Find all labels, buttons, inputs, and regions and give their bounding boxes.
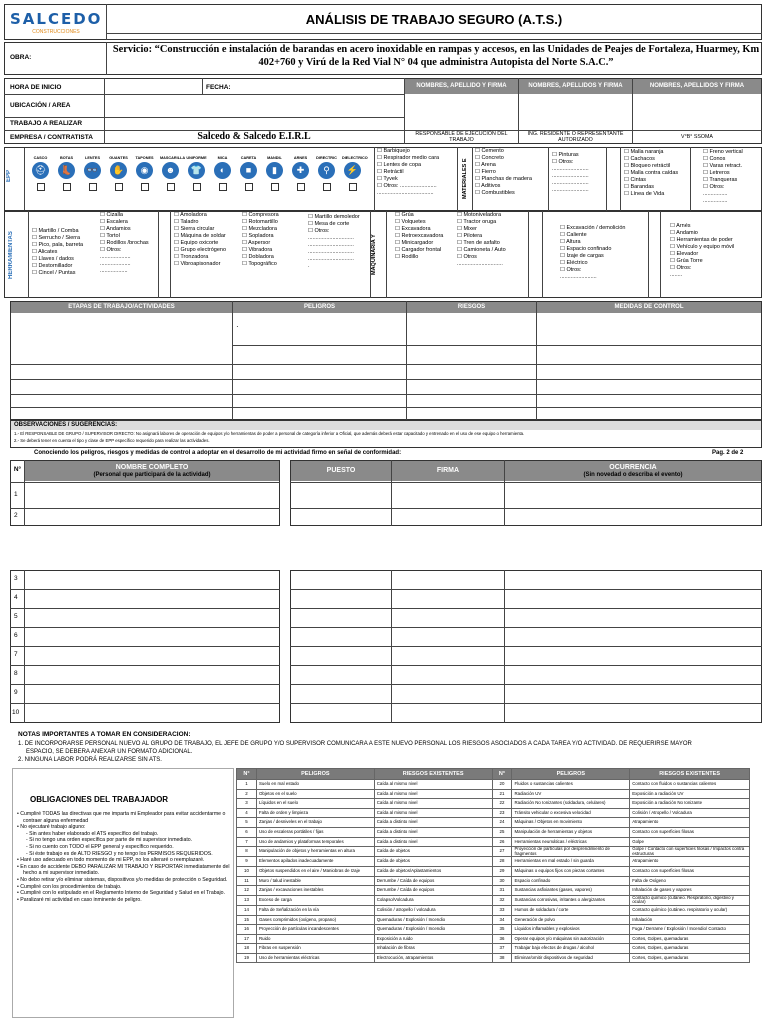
observacion-1: 1.- El RESPONSABLE DE GRUPO / SUPERVISOR DIRECTO: No asignará labores de operación de equipos y/o herramientas de poder a personal de categoría inferior a Oficial, que además deberá estar capacitado y entrenado en el uso de ese equipo o herramienta.: [14, 431, 525, 436]
peligro-num: 37: [492, 944, 512, 954]
riesgo-text: Atrapamiento: [630, 857, 750, 867]
peligro-row: [237, 799, 750, 809]
peligro-text: Objetos en el suelo: [256, 789, 374, 799]
firma-ssoma-field[interactable]: [633, 95, 761, 130]
peligro-text: Radiación UV: [512, 789, 630, 799]
peligro-num: 6: [237, 827, 257, 837]
epp-lentes: LENTES 👓: [82, 156, 103, 191]
ocurrencia-header: OCURRENCIA (Sin novedad o describa el evento): [505, 461, 761, 481]
row-number: 5: [14, 613, 18, 620]
riesgo-text: Quemaduras / Explosión / Incendio: [374, 915, 492, 925]
peligro-row: [237, 789, 750, 799]
trabajo-label: TRABAJO A REALIZAR: [10, 120, 83, 127]
materiales-list: ☐ Cemento ☐ Concreto ☐ Arena ☐ Fierro ☐ Planchas de madera ☐ Aditivos ☐ Combustibles: [475, 148, 532, 196]
peligro-text: Uso de escaleras portátiles / fijas: [256, 827, 374, 837]
helmet-icon: ⛑: [32, 162, 49, 179]
riesgo-text: Colapso/Volcadura: [374, 895, 492, 905]
dielectric-boots-icon: ⚡: [344, 162, 361, 179]
peligro-num: 27: [492, 847, 512, 857]
peligro-text: Fluidos o sustancias calientes: [512, 780, 630, 790]
senalizacion-list: ☐ Malla naranja ☐ Cachacos ☐ Bloqueo retráctil ☐ Malla contra caídas ☐ Cintas ☐ Barandas ☐ Línea de Vida: [624, 149, 679, 197]
epp-dielectrico: DIELECTRICO ⚡: [342, 156, 363, 191]
peligro-text: Espacio confinado: [512, 876, 630, 886]
row-number: 9: [14, 689, 18, 696]
row-number: 7: [14, 651, 18, 658]
riesgo-text: Colisión / atropello / volcadura: [374, 905, 492, 915]
dielectrico-checkbox[interactable]: [349, 183, 357, 191]
riesgo-text: Caída al mismo nivel: [374, 799, 492, 809]
peligro-num: 11: [237, 876, 257, 886]
tapones-checkbox[interactable]: [141, 183, 149, 191]
gloves-icon: ✋: [110, 162, 127, 179]
permisos-list: ☐ Arnés ☐ Andamio ☐ Herramientas de poder ☐ Vehículo y equipo móvil ☐ Elevador ☐ Grúa Torre ☐ Otros: ........: [670, 223, 735, 278]
peligro-num: 32: [492, 895, 512, 905]
empresa-label: EMPRESA / CONTRATISTA: [10, 134, 93, 141]
peligro-num: 35: [492, 925, 512, 935]
peligro-row: [237, 905, 750, 915]
peligro-num: 33: [492, 905, 512, 915]
riesgo-text: Quemaduras / Explosión / Incendio: [374, 925, 492, 935]
riesgo-text: Derrumbe / Caída de equipos: [374, 876, 492, 886]
notas-title: NOTAS IMPORTANTES A TOMAR EN CONSIDERACION:: [18, 731, 191, 738]
peligro-text: Humos de soldadura / corte: [512, 905, 630, 915]
epp-mica: MICA ◐: [212, 156, 233, 191]
boots-icon: 👢: [58, 162, 75, 179]
peligro-row: [237, 886, 750, 896]
riesgo-text: Falta de Oxígeno: [630, 876, 750, 886]
casco-checkbox[interactable]: [37, 183, 45, 191]
peligro-num: 7: [237, 837, 257, 847]
peligro-num: 26: [492, 837, 512, 847]
trabajo-riesgo-list: ☐ Excavación / demolición ☐ Caliente ☐ Altura ☐ Espacio confinado ☐ Izaje de cargas ☐ Eléctrico ☐ Otros: ........................: [560, 225, 626, 280]
apron-icon: ▮: [266, 162, 283, 179]
riesgo-text: Caída de objetos: [374, 847, 492, 857]
row-number: 4: [14, 594, 18, 601]
peligro-num: 18: [237, 944, 257, 954]
peligro-text: Suelo en mal estado: [256, 780, 374, 790]
peligro-num: 15: [237, 915, 257, 925]
epp-mandil: MANDIL ▮: [264, 156, 285, 191]
earplugs-icon: ◉: [136, 162, 153, 179]
peligro-text: Trabajar bajo efectos de drogas / alcohol: [512, 944, 630, 954]
peligro-text: Líquidos en el suelo: [256, 799, 374, 809]
firma-header-1: NOMBRES, APELLIDO Y FIRMA: [405, 79, 518, 94]
peligro-num: 28: [492, 857, 512, 867]
epp-directric: DIRECTRIC ⚲: [316, 156, 337, 191]
pinturas-list: ☐ Pinturas ☐ Otros: ........................ ........................ ........................ ........................: [552, 152, 589, 193]
peligro-num: 16: [237, 925, 257, 935]
riesgos-header: RIESGOS: [407, 302, 536, 313]
firma-header: FIRMA: [392, 461, 504, 481]
equipos-list-3: ☐ Martillo demoledor ☐ Mesa de corte ☐ Otros: .............................. .............................. .............................. .............................. .: [308, 214, 360, 269]
etapas-header: ETAPAS DE TRABAJO/ACTIVIDADES: [11, 302, 232, 313]
peligro-text: Manipulación de herramientas y objetos: [512, 827, 630, 837]
peligro-text: Falta de orden y limpieza: [256, 808, 374, 818]
epp-guantes: GUANTES ✋: [108, 156, 129, 191]
peligro-num: 30: [492, 876, 512, 886]
riesgo-text: Caída a distinto nivel: [374, 827, 492, 837]
peligro-row: [237, 895, 750, 905]
peligro-num: 2: [237, 789, 257, 799]
peligro-text: Zanjas / excavaciones inestables: [256, 886, 374, 896]
peligro-num: 25: [492, 827, 512, 837]
peligros-table: [236, 768, 750, 963]
pel-peligros-header: PELIGROS: [256, 769, 374, 780]
riesgo-text: Caída a distinto nivel: [374, 818, 492, 828]
riesgo-text: Golpe: [630, 837, 750, 847]
peligro-text: Uso de andamios y plataformas temporales: [256, 837, 374, 847]
nota-1-cont: ESPACIO, SE DEBERA ANEXAR UN FORMATO ADICIONAL.: [26, 749, 193, 755]
botas-checkbox[interactable]: [63, 183, 71, 191]
riesgo-text: Caída al mismo nivel: [374, 789, 492, 799]
nota-1: 1. DE INCORPORARSE PERSONAL NUEVO AL GRUPO DE TRABAJO, EL JEFE DE GRUPO Y/O SUPERVISOR COMUNICARA A ESTE NUEVO PERSONAL LOS RIESGOS ASOCIADOS A CADA TAREA Y/O ACTIVIDAD. DE REQUERIRSE MAYOR: [18, 741, 692, 747]
peligro-num: 14: [237, 905, 257, 915]
peligro-num: 19: [237, 953, 257, 963]
riesgo-text: Golpe / Contacto con superficies filosas / Impactos contra estructuras: [630, 847, 750, 857]
epp-botas: BOTAS 👢: [56, 156, 77, 191]
harness-icon: ✚: [292, 162, 309, 179]
epp-tapones: TAPONES ◉: [134, 156, 155, 191]
riesgo-text: Cortes, Golpes, quemaduras: [630, 944, 750, 954]
observacion-2: 2.- Se deberá tener en cuenta el tipo y clase de EPP específico requerido para realizar las actividades.: [14, 438, 210, 443]
servicio-text: Servicio: “Construcción e instalación de barandas en acero inoxidable en rampas y accesos, en las Unidades de Peajes de Fortaleza, Huarmey, Km 402+760 y Virú de la Red Vial N° 04 que administra Autopista del Norte S.A.C.”: [112, 44, 760, 68]
peligro-row: [237, 837, 750, 847]
peligros-header: PELIGROS: [233, 302, 406, 313]
epp-careta: CARETA ■: [238, 156, 259, 191]
peligro-text: Operar equipos y/o máquinas sin autorización: [512, 934, 630, 944]
peligro-text: Uso de herramientas eléctricas: [256, 953, 374, 963]
peligro-num: 31: [492, 886, 512, 896]
peligro-text: Ruido: [256, 934, 374, 944]
page-number: Pag. 2 de 2: [712, 450, 744, 456]
welding-mask-icon: ■: [240, 162, 257, 179]
riesgo-text: Inhalación de gases y vapores: [630, 886, 750, 896]
peligro-text: Herramientas en mal estado / sin guarda: [512, 857, 630, 867]
fecha-label: FECHA:: [206, 84, 231, 91]
firma-header-2: NOMBRES, APELLIDOS Y FIRMA: [519, 79, 632, 94]
epp-casco: CASCO ⛑: [30, 156, 51, 191]
pel-num-header: N°: [237, 769, 257, 780]
peligro-row: [237, 827, 750, 837]
peligro-row: [237, 818, 750, 828]
firma-header-3: NOMBRES, APELLIDOS Y FIRMA: [633, 79, 761, 94]
row-number: 6: [14, 632, 18, 639]
riesgo-text: Contacto con superficies filosas: [630, 827, 750, 837]
epp-mascarilla: MASCARILLA ☻: [160, 156, 181, 191]
firma-residente-field[interactable]: [519, 95, 632, 130]
riesgo-text: Caída de objetos/Aplastamientos: [374, 866, 492, 876]
peligro-num: 12: [237, 886, 257, 896]
peligro-text: Máquinas / Objetos en movimiento: [512, 818, 630, 828]
peligro-text: Exceso de carga: [256, 895, 374, 905]
riesgo-text: Inhalación de fibras: [374, 944, 492, 954]
trabajo-field[interactable]: [104, 118, 404, 130]
peligro-row: [237, 808, 750, 818]
empresa-value: Salcedo & Salcedo E.I.R.L: [197, 131, 311, 142]
peligro-text: Generación de polvo: [512, 915, 630, 925]
peligro-num: 38: [492, 953, 512, 963]
peligro-row: [237, 953, 750, 963]
peligro-num: 17: [237, 934, 257, 944]
peligro-num: 13: [237, 895, 257, 905]
peligro-text: Sustancias corrosivas, irritantes o alergizantes: [512, 895, 630, 905]
equipos-list-1: ☐ Amoladora ☐ Taladro ☐ Sierra circular ☐ Máquina de soldar ☐ Equipo oxicorte ☐ Grupo electrógeno ☐ Tronzadora ☐ Vibroapisonador: [174, 212, 227, 267]
face-shield-icon: ◐: [214, 162, 231, 179]
riesgo-text: Exposición a ruido: [374, 934, 492, 944]
peligro-num: 34: [492, 915, 512, 925]
peligro-text: Manipulación de objetos y herramientas en altura: [256, 847, 374, 857]
peligro-num: 5: [237, 818, 257, 828]
herramientas-list-1: ☐ Martillo / Comba ☐ Serrucho / Sierra ☐ Pico, pala, barreta ☐ Alicates ☐ Llaves / dados ☐ Destornillador ☐ Cincel / Puntas: [32, 228, 84, 276]
peligro-num: 24: [492, 818, 512, 828]
row-number: 1: [14, 491, 18, 498]
peligro-num: 20: [492, 780, 512, 790]
row-number: 10: [12, 709, 20, 716]
maquinaria-label: MAQUINARIA Y: [371, 234, 377, 276]
peligro-text: Zanjas / desniveles en el trabajo: [256, 818, 374, 828]
riesgo-text: Exposición a radiación UV: [630, 789, 750, 799]
lanyard-icon: ⚲: [318, 162, 335, 179]
mandil-checkbox[interactable]: [271, 183, 279, 191]
peligro-num: 22: [492, 799, 512, 809]
peligro-text: Muro / talud inestable: [256, 876, 374, 886]
epp-extra-list: ☐ Barbiquejo ☐ Respirador medio cara ☐ Lentes de copa ☐ Retráctil ☐ Tyvek ☐ Otros: ........................ .....................................: [377, 148, 440, 196]
num-header: N°: [13, 466, 22, 473]
riesgo-text: Colisión / Atropello / Volcadura: [630, 808, 750, 818]
observaciones-title: OBSERVACIONES / SUGERENCIAS:: [14, 422, 118, 428]
peligro-row: [237, 934, 750, 944]
company-logo: [10, 10, 102, 35]
riesgo-text: Contacto con fluidos o sustancias calientes: [630, 780, 750, 790]
ubicacion-label: UBICACIÓN / AREA: [10, 102, 71, 109]
peligro-num: 3: [237, 799, 257, 809]
peligro-text: Elementos apilados inadecuadamente: [256, 857, 374, 867]
uniform-icon: 👕: [188, 162, 205, 179]
etapas-table: [10, 301, 762, 420]
peligro-num: 23: [492, 808, 512, 818]
equipos-list-2: ☐ Compresora ☐ Rotomartillo ☐ Mezcladora ☐ Sopladora ☐ Aspersor ☐ Vibradora ☐ Dobladora ☐ Topográfico: [242, 212, 279, 267]
obligaciones-title: OBLIGACIONES DEL TRABAJADOR: [30, 795, 169, 804]
epp-uniforme: UNIFORME 👕: [186, 156, 207, 191]
nombre-header: NOMBRE COMPLETO (Personal que participará de la actividad): [25, 461, 279, 481]
materiales-label: MATERIALES E: [458, 148, 472, 210]
peligro-text: Gases comprimidos (oxígeno, propano): [256, 915, 374, 925]
peligro-num: 29: [492, 866, 512, 876]
riesgo-text: Caída al mismo nivel: [374, 808, 492, 818]
peligro-text: Proyección de partículas por desprendimiento de fragmentos: [512, 847, 630, 857]
obra-label: OBRA:: [10, 54, 32, 61]
obligaciones-list: • Cumpliré TODAS las directivas que me imparta mi Empleador para evitar accidentarme o contraer alguna enfermedad • No ejecutaré trabajo alguno: - Sin antes haber elaborado el ATS específico del trabajo. - Si no tengo una orden específica por parte de mi supervisor inmediato. - Si no cuento con TODO el EPP general y específico requerido. - Si éste trabajo es de ALTO RIESGO y no tengo los PERMISOS REQUERIDOS. • Haré uso adecuado en todo momento de mi EPP, no los alteraré o reemplazaré. • En caso de accidente DEBO PARALIZAR MI TRABAJO Y REPORTAR inmediatamente del hecho a mi supervisor inmediato. • No debo retirar y/o eliminar sistemas, dispositivos y/o medidas de protección o Seguridad. • Cumpliré con los procedimientos de trabajo. • Cumpliré con lo estipulado en el Reglamento Interno de Seguridad y Salud en el Trabajo. • Paralizaré mi actividad en caso inminente de peligro.: [17, 811, 230, 903]
riesgo-text: Cortes, Golpes, quemaduras: [630, 934, 750, 944]
careta-checkbox[interactable]: [245, 183, 253, 191]
peligro-num: 1: [237, 780, 257, 790]
mask-icon: ☻: [162, 162, 179, 179]
peligro-num: 9: [237, 857, 257, 867]
riesgo-text: Derrumbe / Caída de equipos: [374, 886, 492, 896]
row-number: 2: [14, 512, 18, 519]
maquinaria-list-1: ☐ Grúa ☐ Volquetes ☐ Excavadora ☐ Retroexcavadora ☐ Minicargador ☐ Cargador frontal ☐ Rodillo: [395, 212, 444, 260]
riesgo-text: Exposición a radiación No Ionizante: [630, 799, 750, 809]
responsable-label: RESPONSABLE DE EJECUCIÓN DEL TRABAJO: [415, 131, 508, 143]
riesgo-text: Contacto químico (cutáneo. respiratorio y ocular): [630, 905, 750, 915]
epp-arnes: ARNES ✚: [290, 156, 311, 191]
peligro-num: 36: [492, 934, 512, 944]
mascarilla-checkbox[interactable]: [167, 183, 175, 191]
herramientas-list-2: ☐ Cizalla ☐ Escalera ☐ Andamios ☐ Tortol ☐ Rodillos /brochas ☐ Otros: .................... .................... ..................: [100, 212, 149, 274]
guantes-checkbox[interactable]: [115, 183, 123, 191]
pel-num-header-2: N°: [492, 769, 512, 780]
peligro-text: Falta de Señalización en la vía: [256, 905, 374, 915]
row-number: 8: [14, 670, 18, 677]
document-title: ANÁLISIS DE TRABAJO SEGURO (A.T.S.): [305, 12, 563, 27]
epp-label: EPP: [6, 170, 12, 183]
riesgo-text: Caída de objetos: [374, 857, 492, 867]
hora-label: HORA DE INICIO: [10, 84, 62, 91]
control-list: ☐ Freno vertical ☐ Conos ☐ Varas retract. ☐ Letreros ☐ Tranqueras ☐ Otros: ................ ................: [703, 149, 743, 204]
riesgo-text: Inhalación: [630, 915, 750, 925]
peligro-row: [237, 780, 750, 790]
riesgo-text: Contacto químico (cutáneo. Respiratorio, digestivo y ocular): [630, 895, 750, 905]
conformidad-text: Conociendo los peligros, riesgos y medidas de control a adoptar en el desarrollo de mi actividad firmo en señal de conformidad:: [34, 450, 402, 456]
lentes-checkbox[interactable]: [89, 183, 97, 191]
riesgo-text: Cortes, Golpes, quemaduras: [630, 953, 750, 963]
peligro-text: Radiación No Ionizantes (soldadura, celulares): [512, 799, 630, 809]
peligro-row: [237, 944, 750, 954]
pel-peligros-header-2: PELIGROS: [512, 769, 630, 780]
pel-riesgos-header: RIESGOS EXISTENTES: [374, 769, 492, 780]
peligro-text: Eliminar/omitir dispositivos de seguridad: [512, 953, 630, 963]
peligro-num: 8: [237, 847, 257, 857]
puesto-header: PUESTO: [291, 461, 391, 481]
mica-checkbox[interactable]: [219, 183, 227, 191]
riesgo-text: Fuga / Derrame / Explosión / Incendio/ Contacto: [630, 925, 750, 935]
peligro-text: Tránsito vehicular o excesiva velocidad: [512, 808, 630, 818]
arnes-checkbox[interactable]: [297, 183, 305, 191]
peligro-num: 10: [237, 866, 257, 876]
uniforme-checkbox[interactable]: [193, 183, 201, 191]
ssoma-label: V°B° SSOMA: [681, 134, 713, 140]
peligro-text: Sustancias asfixiantes (gases, vapores): [512, 886, 630, 896]
peligro-text: Fibras en suspensión: [256, 944, 374, 954]
peligro-text: Líquidos inflamables y explosivos: [512, 925, 630, 935]
peligro-text: Proyección de partículas incandescentes: [256, 925, 374, 935]
peligro-row: [237, 847, 750, 857]
peligro-row: [237, 866, 750, 876]
hora-field[interactable]: [104, 79, 202, 94]
maquinaria-list-2: ☐ Motoniveladora ☐ Tractor oruga ☐ Mixer ☐ Pilotera ☐ Tren de asfalto ☐ Camioneta / Auto ☐ Otros ..............................: [457, 212, 506, 267]
pel-riesgos-header-2: RIESGOS EXISTENTES: [630, 769, 750, 780]
directric-checkbox[interactable]: [323, 183, 331, 191]
peligro-row: [237, 857, 750, 867]
riesgo-text: Caída a distinto nivel: [374, 837, 492, 847]
riesgo-text: Contacto con superficies filosas: [630, 866, 750, 876]
riesgo-text: Caída al mismo nivel: [374, 780, 492, 790]
logo-subtitle: CONSTRUCCIONES: [32, 29, 80, 35]
medidas-header: MEDIDAS DE CONTROL: [537, 302, 761, 313]
peligro-num: 21: [492, 789, 512, 799]
peligro-num: 4: [237, 808, 257, 818]
peligro-text: Máquinas o equipos fijos con piezas cortantes: [512, 866, 630, 876]
firma-responsable-field[interactable]: [405, 95, 518, 130]
peligro-row: [237, 915, 750, 925]
row-number: 3: [14, 575, 18, 582]
goggles-icon: 👓: [84, 162, 101, 179]
peligro-row: [237, 876, 750, 886]
nota-2: 2. NINGUNA LABOR PODRÁ REALIZARSE SIN ATS.: [18, 757, 162, 763]
herramientas-label: HERRAMIENTAS: [8, 231, 14, 279]
residente-label: ING. RESIDENTE O REPRESENTANTE AUTORIZADO: [527, 131, 624, 143]
riesgo-text: Atrapamiento: [630, 818, 750, 828]
riesgo-text: Electrocución, atrapamientos: [374, 953, 492, 963]
peligros-header-row: [237, 769, 750, 780]
peligro-row: [237, 925, 750, 935]
ubicacion-field[interactable]: [104, 95, 404, 117]
peligro-text: Objetos suspendidos en el aire / Maniobras de Izaje: [256, 866, 374, 876]
peligro-text: Herramientas neumáticas / eléctricas: [512, 837, 630, 847]
logo-name: SALCEDO: [10, 10, 103, 28]
